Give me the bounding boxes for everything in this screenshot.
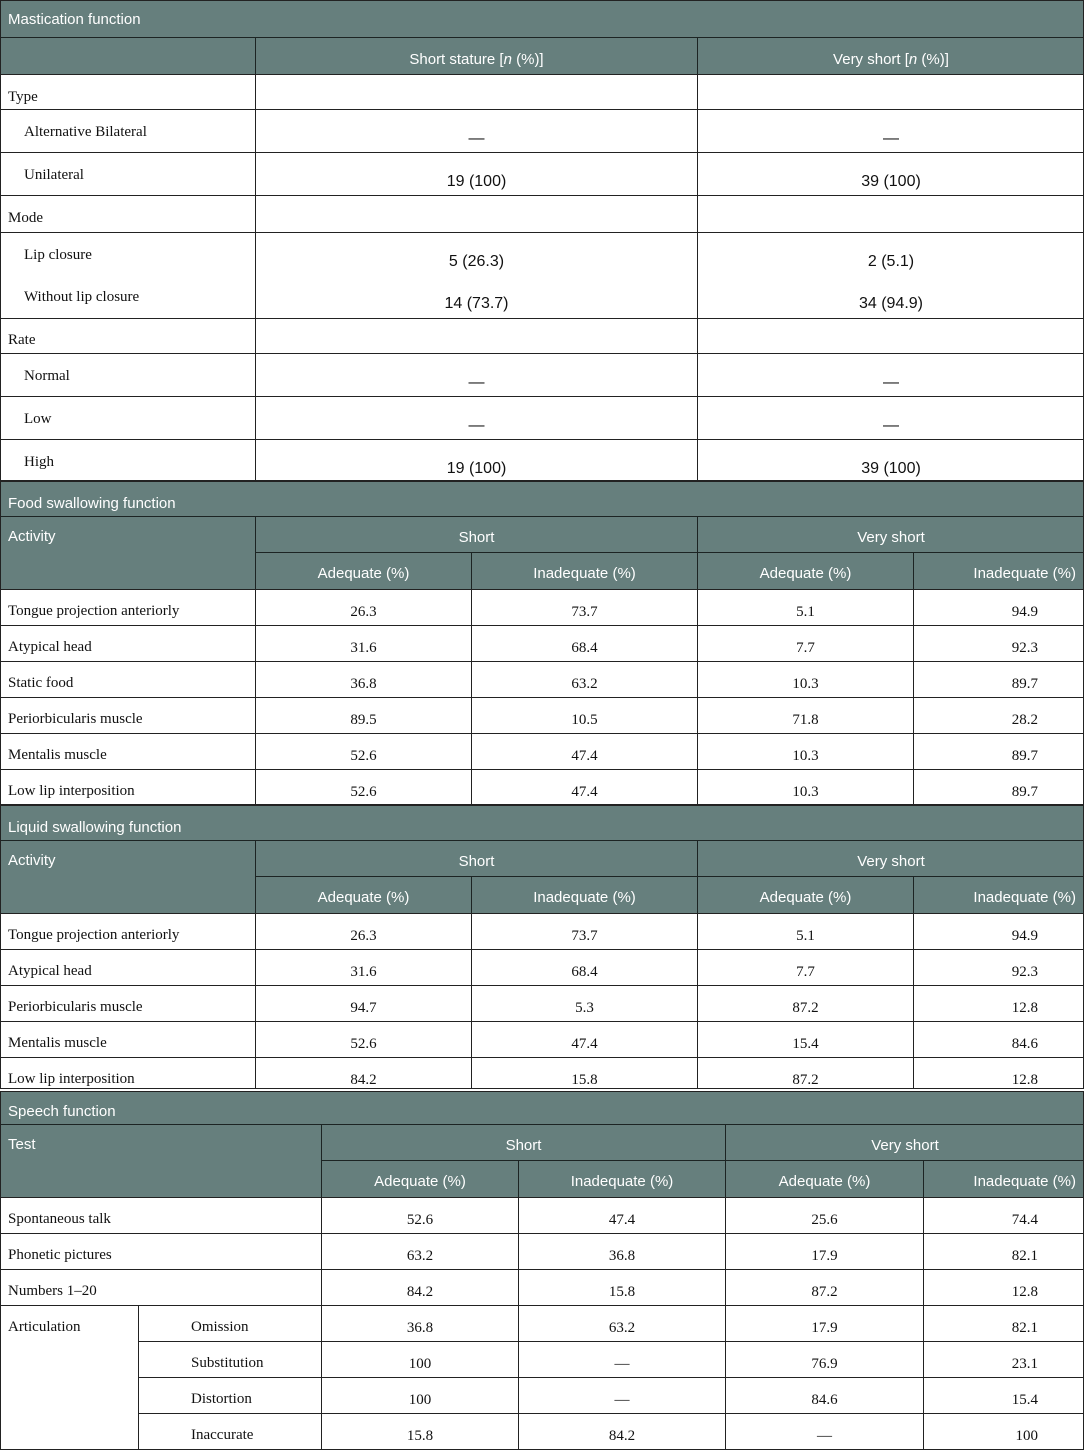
food-row-value-3: 28.2: [913, 697, 1084, 733]
liquid-row-label: Periorbicularis muscle: [0, 985, 255, 1021]
liquid-group-short: Short: [255, 841, 697, 877]
food-col0-header: Activity: [0, 517, 255, 589]
liquid-row-value-2: 5.1: [697, 913, 913, 949]
speech-articulation-value-0: 100: [321, 1377, 518, 1413]
liquid-col0-header: Activity: [0, 841, 255, 913]
speech-sub-very-inadequate: Inadequate (%): [923, 1161, 1084, 1197]
speech-articulation-value-1: —: [518, 1341, 725, 1377]
speech-articulation-value-2: 76.9: [725, 1341, 923, 1377]
speech-row-value-3: 74.4: [923, 1197, 1084, 1233]
liquid-row-value-3: 12.8: [913, 985, 1084, 1021]
liquid-row-value-3: 92.3: [913, 949, 1084, 985]
food-row-value-0: 36.8: [255, 661, 471, 697]
food-row-label: Low lip interposition: [0, 769, 255, 805]
food-row-value-1: 47.4: [471, 733, 697, 769]
mastication-row-low-label: Low: [0, 396, 255, 439]
food-row-value-0: 89.5: [255, 697, 471, 733]
speech-articulation-value-3: 100: [923, 1413, 1084, 1450]
food-row-label: Tongue projection anteriorly: [0, 589, 255, 625]
food-row-value-3: 89.7: [913, 769, 1084, 805]
liquid-row-label: Tongue projection anteriorly: [0, 913, 255, 949]
speech-row-label: Numbers 1–20: [0, 1269, 321, 1305]
speech-row-value-1: 47.4: [518, 1197, 725, 1233]
food-row-value-0: 52.6: [255, 733, 471, 769]
mastication-row-unilateral-label: Unilateral: [0, 152, 255, 195]
liquid-row-value-0: 84.2: [255, 1057, 471, 1089]
mastication-col-very-header: Very short [n (%)]: [697, 38, 1084, 74]
food-row-value-0: 52.6: [255, 769, 471, 805]
speech-articulation-value-2: —: [725, 1413, 923, 1450]
liquid-sub-short-inadequate: Inadequate (%): [471, 877, 697, 913]
liquid-row-value-1: 15.8: [471, 1057, 697, 1089]
speech-section: [0, 1091, 1084, 1450]
food-row-value-3: 89.7: [913, 661, 1084, 697]
speech-articulation-row-label: Substitution: [138, 1341, 321, 1377]
food-row-value-2: 10.3: [697, 769, 913, 805]
speech-articulation-value-2: 17.9: [725, 1305, 923, 1341]
mastication-col-short-header: Short stature [n (%)]: [255, 38, 697, 74]
speech-group-very: Very short: [725, 1125, 1084, 1161]
food-row-value-3: 89.7: [913, 733, 1084, 769]
speech-row-value-2: 17.9: [725, 1233, 923, 1269]
food-row-value-3: 92.3: [913, 625, 1084, 661]
liquid-row-value-0: 26.3: [255, 913, 471, 949]
food-row-value-2: 10.3: [697, 661, 913, 697]
mastication-row-low-very: —: [697, 396, 1084, 439]
speech-articulation-value-1: 84.2: [518, 1413, 725, 1450]
liquid-sub-very-adequate: Adequate (%): [697, 877, 913, 913]
speech-row-value-1: 36.8: [518, 1233, 725, 1269]
liquid-row-value-3: 84.6: [913, 1021, 1084, 1057]
speech-articulation-row-label: Omission: [138, 1305, 321, 1341]
food-row-value-0: 26.3: [255, 589, 471, 625]
speech-articulation-value-3: 82.1: [923, 1305, 1084, 1341]
mastication-row-normal-label: Normal: [0, 353, 255, 396]
mastication-row-normal-very: —: [697, 353, 1084, 396]
liquid-row-value-0: 94.7: [255, 985, 471, 1021]
food-group-very: Very short: [697, 517, 1084, 553]
food-row-value-1: 68.4: [471, 625, 697, 661]
mastication-row-lip-closure-very: 2 (5.1): [697, 232, 1084, 275]
liquid-row-value-0: 31.6: [255, 949, 471, 985]
speech-row-value-2: 25.6: [725, 1197, 923, 1233]
mastication-row-bilateral-very: —: [697, 109, 1084, 152]
mastication-row-lip-closure-label: Lip closure: [0, 232, 255, 275]
liquid-row-value-2: 87.2: [697, 1057, 913, 1089]
speech-row-value-0: 63.2: [321, 1233, 518, 1269]
speech-row-label: Spontaneous talk: [0, 1197, 321, 1233]
speech-group-short: Short: [321, 1125, 725, 1161]
mastication-section: [0, 0, 1084, 481]
mastication-row-rate-short: [255, 318, 697, 353]
food-sub-short-adequate: Adequate (%): [255, 553, 471, 589]
mastication-row-lip-closure-short: 5 (26.3): [255, 232, 697, 275]
mastication-row-high-short: 19 (100): [255, 439, 697, 481]
speech-row-value-2: 87.2: [725, 1269, 923, 1305]
food-row-label: Atypical head: [0, 625, 255, 661]
speech-row-value-3: 12.8: [923, 1269, 1084, 1305]
food-section: [0, 481, 1084, 805]
speech-row-label: Phonetic pictures: [0, 1233, 321, 1269]
mastication-row-rate-label: Rate: [0, 318, 255, 353]
speech-articulation-value-1: —: [518, 1377, 725, 1413]
mastication-row-mode-label: Mode: [0, 195, 255, 232]
mastication-row-mode-short: [255, 195, 697, 232]
speech-sub-very-adequate: Adequate (%): [725, 1161, 923, 1197]
speech-articulation-value-3: 15.4: [923, 1377, 1084, 1413]
speech-articulation-row-label: Inaccurate: [138, 1413, 321, 1450]
liquid-row-label: Low lip interposition: [0, 1057, 255, 1089]
mastication-row-high-label: High: [0, 439, 255, 481]
speech-articulation-row-label: Distortion: [138, 1377, 321, 1413]
mastication-row-unilateral-short: 19 (100): [255, 152, 697, 195]
mastication-title: Mastication function: [0, 0, 1084, 38]
speech-articulation-value-3: 23.1: [923, 1341, 1084, 1377]
liquid-row-value-3: 12.8: [913, 1057, 1084, 1089]
liquid-title: Liquid swallowing function: [0, 805, 1084, 841]
speech-row-value-1: 15.8: [518, 1269, 725, 1305]
food-row-value-1: 73.7: [471, 589, 697, 625]
speech-articulation-value-2: 84.6: [725, 1377, 923, 1413]
food-row-value-2: 10.3: [697, 733, 913, 769]
mastication-row-without-lip-short: 14 (73.7): [255, 275, 697, 318]
food-row-value-0: 31.6: [255, 625, 471, 661]
liquid-row-label: Atypical head: [0, 949, 255, 985]
speech-articulation-value-0: 36.8: [321, 1305, 518, 1341]
liquid-row-value-2: 87.2: [697, 985, 913, 1021]
mastication-row-mode-very: [697, 195, 1084, 232]
food-sub-very-inadequate: Inadequate (%): [913, 553, 1084, 589]
mastication-row-normal-short: —: [255, 353, 697, 396]
mastication-row-low-short: —: [255, 396, 697, 439]
speech-articulation-value-1: 63.2: [518, 1305, 725, 1341]
liquid-sub-very-inadequate: Inadequate (%): [913, 877, 1084, 913]
speech-sub-short-adequate: Adequate (%): [321, 1161, 518, 1197]
food-sub-short-inadequate: Inadequate (%): [471, 553, 697, 589]
liquid-row-label: Mentalis muscle: [0, 1021, 255, 1057]
mastication-row-unilateral-very: 39 (100): [697, 152, 1084, 195]
liquid-row-value-1: 5.3: [471, 985, 697, 1021]
food-group-short: Short: [255, 517, 697, 553]
liquid-row-value-1: 47.4: [471, 1021, 697, 1057]
speech-title: Speech function: [0, 1091, 1084, 1125]
liquid-row-value-3: 94.9: [913, 913, 1084, 949]
food-sub-very-adequate: Adequate (%): [697, 553, 913, 589]
food-row-label: Periorbicularis muscle: [0, 697, 255, 733]
food-row-value-3: 94.9: [913, 589, 1084, 625]
mastication-row-bilateral-short: —: [255, 109, 697, 152]
liquid-sub-short-adequate: Adequate (%): [255, 877, 471, 913]
liquid-row-value-0: 52.6: [255, 1021, 471, 1057]
mastication-row-type-very: [697, 74, 1084, 109]
food-row-label: Mentalis muscle: [0, 733, 255, 769]
food-row-value-2: 7.7: [697, 625, 913, 661]
mastication-row-bilateral-label: Alternative Bilateral: [0, 109, 255, 152]
speech-row-value-0: 84.2: [321, 1269, 518, 1305]
speech-col0-header: Test: [0, 1125, 321, 1197]
liquid-group-very: Very short: [697, 841, 1084, 877]
liquid-row-value-2: 7.7: [697, 949, 913, 985]
food-row-value-1: 10.5: [471, 697, 697, 733]
speech-sub-short-inadequate: Inadequate (%): [518, 1161, 725, 1197]
food-title: Food swallowing function: [0, 481, 1084, 517]
speech-articulation-value-0: 15.8: [321, 1413, 518, 1450]
mastication-row-without-lip-label: Without lip closure: [0, 275, 255, 318]
mastication-row-rate-very: [697, 318, 1084, 353]
food-row-value-2: 5.1: [697, 589, 913, 625]
liquid-row-value-2: 15.4: [697, 1021, 913, 1057]
speech-row-value-3: 82.1: [923, 1233, 1084, 1269]
mastication-row-type-short: [255, 74, 697, 109]
liquid-row-value-1: 73.7: [471, 913, 697, 949]
liquid-row-value-1: 68.4: [471, 949, 697, 985]
food-row-label: Static food: [0, 661, 255, 697]
food-row-value-1: 63.2: [471, 661, 697, 697]
food-row-value-1: 47.4: [471, 769, 697, 805]
mastication-header-blank: [0, 38, 255, 74]
mastication-row-high-very: 39 (100): [697, 439, 1084, 481]
liquid-section: [0, 805, 1084, 1089]
speech-articulation-value-0: 100: [321, 1341, 518, 1377]
speech-articulation-label: Articulation: [0, 1305, 138, 1450]
speech-row-value-0: 52.6: [321, 1197, 518, 1233]
mastication-row-without-lip-very: 34 (94.9): [697, 275, 1084, 318]
mastication-row-type-label: Type: [0, 74, 255, 109]
food-row-value-2: 71.8: [697, 697, 913, 733]
